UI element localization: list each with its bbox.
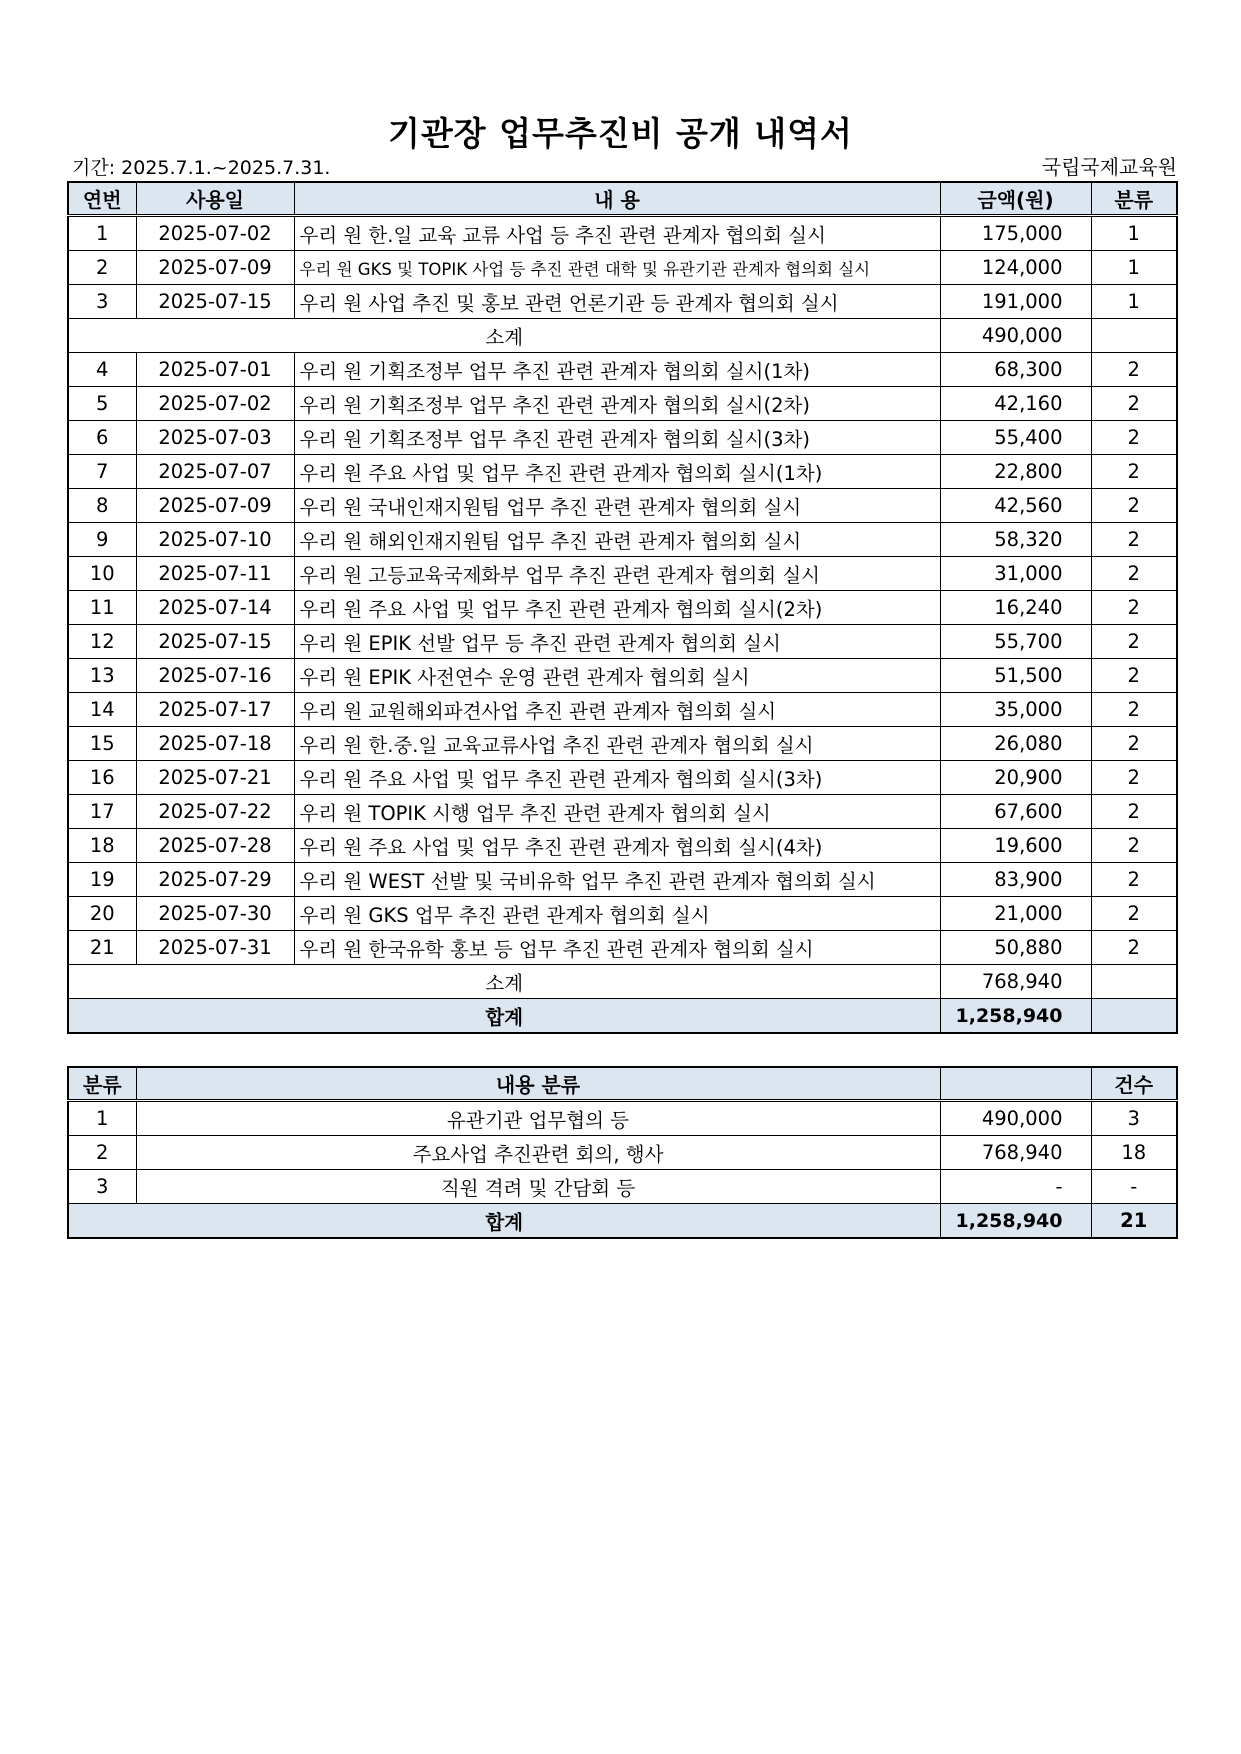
row-category: 2 xyxy=(1091,897,1177,931)
row-number: 18 xyxy=(68,829,136,863)
row-amount: 42,560 xyxy=(940,489,1091,523)
row-number: 8 xyxy=(68,489,136,523)
summary-header-amount-empty xyxy=(940,1067,1091,1101)
row-amount: 20,900 xyxy=(940,761,1091,795)
row-number: 5 xyxy=(68,387,136,421)
row-category: 2 xyxy=(1091,455,1177,489)
row-content: 우리 원 기획조정부 업무 추진 관련 관계자 협의회 실시(1차) xyxy=(294,353,940,387)
row-number: 19 xyxy=(68,863,136,897)
row-content: 우리 원 TOPIK 시행 업무 추진 관련 관계자 협의회 실시 xyxy=(294,795,940,829)
table-row xyxy=(68,285,1177,319)
row-amount: 58,320 xyxy=(940,523,1091,557)
row-number: 16 xyxy=(68,761,136,795)
row-date: 2025-07-30 xyxy=(136,897,294,931)
table-row xyxy=(68,693,1177,727)
row-content: 우리 원 고등교육국제화부 업무 추진 관련 관계자 협의회 실시 xyxy=(294,557,940,591)
total-row xyxy=(68,999,1177,1034)
expense-table xyxy=(67,181,1178,1034)
summary-category: 1 xyxy=(68,1101,136,1136)
row-date: 2025-07-29 xyxy=(136,863,294,897)
row-number: 12 xyxy=(68,625,136,659)
row-content: 우리 원 해외인재지원팀 업무 추진 관련 관계자 협의회 실시 xyxy=(294,523,940,557)
row-content: 우리 원 EPIK 사전연수 운영 관련 관계자 협의회 실시 xyxy=(294,659,940,693)
table-row xyxy=(68,931,1177,965)
table-row xyxy=(68,659,1177,693)
table-row xyxy=(68,591,1177,625)
row-date: 2025-07-02 xyxy=(136,387,294,421)
row-amount: 26,080 xyxy=(940,727,1091,761)
row-amount: 22,800 xyxy=(940,455,1091,489)
table-row xyxy=(68,829,1177,863)
subtotal-amount: 768,940 xyxy=(940,965,1091,999)
row-date: 2025-07-01 xyxy=(136,353,294,387)
row-category: 2 xyxy=(1091,523,1177,557)
summary-desc: 직원 격려 및 간담회 등 xyxy=(136,1170,940,1204)
summary-row xyxy=(68,1136,1177,1170)
row-number: 17 xyxy=(68,795,136,829)
summary-total-count: 21 xyxy=(1091,1204,1177,1239)
row-amount: 51,500 xyxy=(940,659,1091,693)
summary-count: - xyxy=(1091,1170,1177,1204)
subtotal-label: 소계 xyxy=(68,319,940,353)
row-category: 2 xyxy=(1091,761,1177,795)
row-content: 우리 원 기획조정부 업무 추진 관련 관계자 협의회 실시(3차) xyxy=(294,421,940,455)
subtotal-row xyxy=(68,965,1177,999)
row-content: 우리 원 사업 추진 및 홍보 관련 언론기관 등 관계자 협의회 실시 xyxy=(294,285,940,319)
row-number: 4 xyxy=(68,353,136,387)
row-category: 1 xyxy=(1091,216,1177,251)
summary-row xyxy=(68,1170,1177,1204)
table-row xyxy=(68,387,1177,421)
row-category: 2 xyxy=(1091,931,1177,965)
row-date: 2025-07-18 xyxy=(136,727,294,761)
row-content: 우리 원 한.일 교육 교류 사업 등 추진 관련 관계자 협의회 실시 xyxy=(294,216,940,251)
row-category: 2 xyxy=(1091,693,1177,727)
table-row xyxy=(68,353,1177,387)
subtotal-category-empty xyxy=(1091,319,1177,353)
row-date: 2025-07-15 xyxy=(136,625,294,659)
row-category: 2 xyxy=(1091,387,1177,421)
summary-count: 18 xyxy=(1091,1136,1177,1170)
row-date: 2025-07-11 xyxy=(136,557,294,591)
row-date: 2025-07-03 xyxy=(136,421,294,455)
summary-header-row xyxy=(68,1067,1177,1101)
row-category: 2 xyxy=(1091,829,1177,863)
subtotal-amount: 490,000 xyxy=(940,319,1091,353)
row-amount: 16,240 xyxy=(940,591,1091,625)
summary-count: 3 xyxy=(1091,1101,1177,1136)
row-amount: 42,160 xyxy=(940,387,1091,421)
row-date: 2025-07-21 xyxy=(136,761,294,795)
table-header-row xyxy=(68,182,1177,216)
row-number: 11 xyxy=(68,591,136,625)
row-content: 우리 원 주요 사업 및 업무 추진 관련 관계자 협의회 실시(3차) xyxy=(294,761,940,795)
row-date: 2025-07-09 xyxy=(136,489,294,523)
header-content: 내 용 xyxy=(294,182,940,216)
row-content: 우리 원 주요 사업 및 업무 추진 관련 관계자 협의회 실시(2차) xyxy=(294,591,940,625)
summary-desc: 주요사업 추진관련 회의, 행사 xyxy=(136,1136,940,1170)
row-amount: 68,300 xyxy=(940,353,1091,387)
row-number: 6 xyxy=(68,421,136,455)
summary-total-label: 합계 xyxy=(68,1204,940,1239)
table-row xyxy=(68,625,1177,659)
row-content: 우리 원 GKS 업무 추진 관련 관계자 협의회 실시 xyxy=(294,897,940,931)
row-number: 20 xyxy=(68,897,136,931)
summary-amount: 490,000 xyxy=(940,1101,1091,1136)
total-category-empty xyxy=(1091,999,1177,1034)
summary-header-count: 건수 xyxy=(1091,1067,1177,1101)
row-date: 2025-07-28 xyxy=(136,829,294,863)
table-row xyxy=(68,557,1177,591)
summary-header-desc: 내용 분류 xyxy=(136,1067,940,1101)
row-category: 2 xyxy=(1091,353,1177,387)
row-amount: 67,600 xyxy=(940,795,1091,829)
subtotal-category-empty xyxy=(1091,965,1177,999)
row-content: 우리 원 주요 사업 및 업무 추진 관련 관계자 협의회 실시(4차) xyxy=(294,829,940,863)
row-content: 우리 원 WEST 선발 및 국비유학 업무 추진 관련 관계자 협의회 실시 xyxy=(294,863,940,897)
row-number: 2 xyxy=(68,251,136,285)
row-number: 13 xyxy=(68,659,136,693)
category-summary-table xyxy=(67,1066,1178,1239)
organization-label: 국립국제교육원 xyxy=(1041,155,1177,179)
total-amount: 1,258,940 xyxy=(940,999,1091,1034)
row-date: 2025-07-09 xyxy=(136,251,294,285)
row-content: 우리 원 기획조정부 업무 추진 관련 관계자 협의회 실시(2차) xyxy=(294,387,940,421)
row-date: 2025-07-16 xyxy=(136,659,294,693)
table-row xyxy=(68,489,1177,523)
row-amount: 124,000 xyxy=(940,251,1091,285)
row-date: 2025-07-17 xyxy=(136,693,294,727)
summary-amount: 768,940 xyxy=(940,1136,1091,1170)
row-content: 우리 원 GKS 및 TOPIK 사업 등 추진 관련 대학 및 유관기관 관계자 협의회 실시 xyxy=(294,251,940,285)
table-row xyxy=(68,523,1177,557)
row-date: 2025-07-10 xyxy=(136,523,294,557)
header-no: 연번 xyxy=(68,182,136,216)
row-amount: 31,000 xyxy=(940,557,1091,591)
table-row xyxy=(68,795,1177,829)
row-date: 2025-07-02 xyxy=(136,216,294,251)
row-date: 2025-07-14 xyxy=(136,591,294,625)
summary-total-amount: 1,258,940 xyxy=(940,1204,1091,1239)
row-content: 우리 원 주요 사업 및 업무 추진 관련 관계자 협의회 실시(1차) xyxy=(294,455,940,489)
page-title: 기관장 업무추진비 공개 내역서 xyxy=(388,114,853,153)
row-amount: 50,880 xyxy=(940,931,1091,965)
table-row xyxy=(68,421,1177,455)
table-row xyxy=(68,251,1177,285)
row-category: 2 xyxy=(1091,591,1177,625)
summary-desc: 유관기관 업무협의 등 xyxy=(136,1101,940,1136)
summary-header-category: 분류 xyxy=(68,1067,136,1101)
row-date: 2025-07-07 xyxy=(136,455,294,489)
table-row xyxy=(68,216,1177,251)
row-content: 우리 원 한국유학 홍보 등 업무 추진 관련 관계자 협의회 실시 xyxy=(294,931,940,965)
header-category: 분류 xyxy=(1091,182,1177,216)
row-number: 10 xyxy=(68,557,136,591)
summary-total-row xyxy=(68,1204,1177,1239)
table-row xyxy=(68,727,1177,761)
row-category: 2 xyxy=(1091,489,1177,523)
row-category: 2 xyxy=(1091,557,1177,591)
row-category: 1 xyxy=(1091,251,1177,285)
row-amount: 19,600 xyxy=(940,829,1091,863)
row-number: 21 xyxy=(68,931,136,965)
row-category: 1 xyxy=(1091,285,1177,319)
period-label: 기간: 2025.7.1.~2025.7.31. xyxy=(72,157,331,179)
row-date: 2025-07-31 xyxy=(136,931,294,965)
row-category: 2 xyxy=(1091,625,1177,659)
row-amount: 21,000 xyxy=(940,897,1091,931)
table-row xyxy=(68,897,1177,931)
summary-category: 2 xyxy=(68,1136,136,1170)
row-content: 우리 원 EPIK 선발 업무 등 추진 관련 관계자 협의회 실시 xyxy=(294,625,940,659)
row-number: 7 xyxy=(68,455,136,489)
row-category: 2 xyxy=(1091,421,1177,455)
row-number: 1 xyxy=(68,216,136,251)
table-row xyxy=(68,455,1177,489)
row-content: 우리 원 교원해외파견사업 추진 관련 관계자 협의회 실시 xyxy=(294,693,940,727)
summary-amount: - xyxy=(940,1170,1091,1204)
row-number: 3 xyxy=(68,285,136,319)
row-category: 2 xyxy=(1091,863,1177,897)
row-amount: 83,900 xyxy=(940,863,1091,897)
row-category: 2 xyxy=(1091,795,1177,829)
row-number: 14 xyxy=(68,693,136,727)
total-label: 합계 xyxy=(68,999,940,1034)
row-amount: 35,000 xyxy=(940,693,1091,727)
row-content: 우리 원 한.중.일 교육교류사업 추진 관련 관계자 협의회 실시 xyxy=(294,727,940,761)
row-date: 2025-07-15 xyxy=(136,285,294,319)
summary-row xyxy=(68,1101,1177,1136)
table-row xyxy=(68,863,1177,897)
header-date: 사용일 xyxy=(136,182,294,216)
row-content: 우리 원 국내인재지원팀 업무 추진 관련 관계자 협의회 실시 xyxy=(294,489,940,523)
row-number: 15 xyxy=(68,727,136,761)
subtotal-row xyxy=(68,319,1177,353)
row-amount: 55,700 xyxy=(940,625,1091,659)
row-amount: 175,000 xyxy=(940,216,1091,251)
row-category: 2 xyxy=(1091,659,1177,693)
summary-category: 3 xyxy=(68,1170,136,1204)
row-category: 2 xyxy=(1091,727,1177,761)
header-amount: 금액(원) xyxy=(940,182,1091,216)
row-date: 2025-07-22 xyxy=(136,795,294,829)
table-row xyxy=(68,761,1177,795)
row-amount: 191,000 xyxy=(940,285,1091,319)
row-number: 9 xyxy=(68,523,136,557)
subtotal-label: 소계 xyxy=(68,965,940,999)
row-amount: 55,400 xyxy=(940,421,1091,455)
